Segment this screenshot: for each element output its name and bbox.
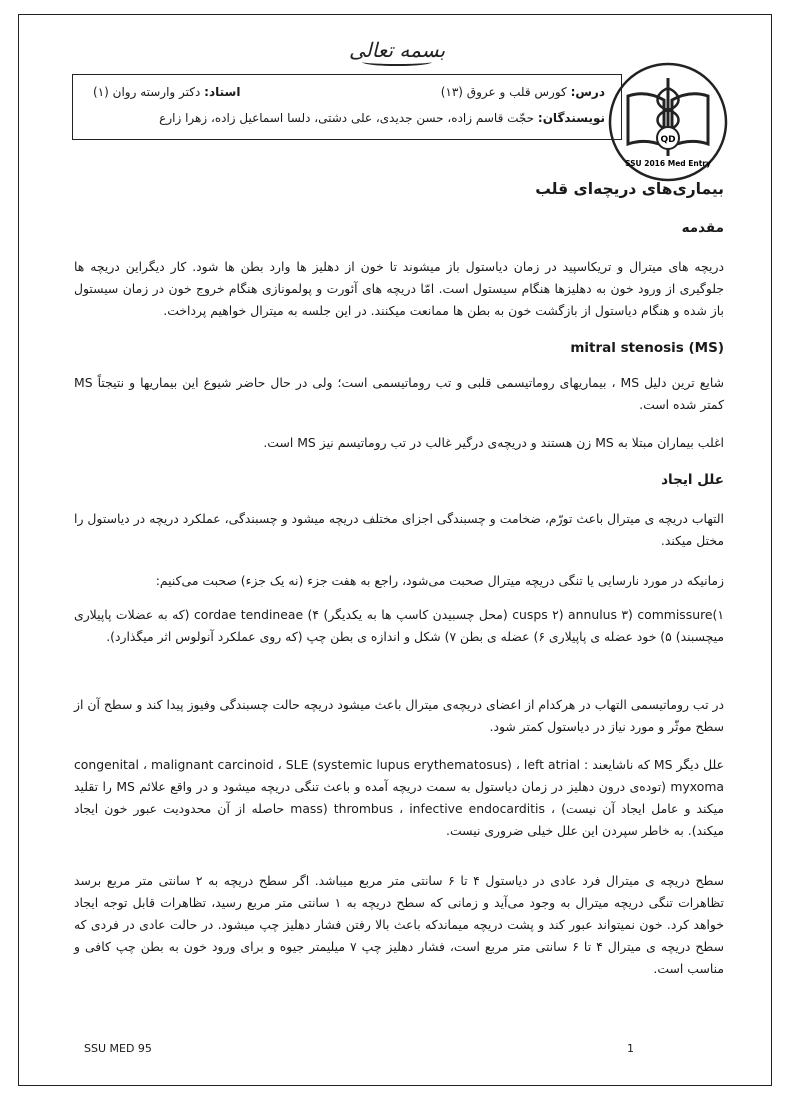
causes-text-5: علل دیگر MS که ناشایعند : congenital ، malignant carcinoid ، SLE (systemic lupus erythematosus) ، left atrial myxoma (توده‌ی درون دهلیز در زمان دیاستول به سمت دریچه آمده و باعث تنگی دریچه میشود و در واقع علائم MS را تقلید میکند و عامل ایجاد آن نیست) ، thrombus ، infective endocarditis (mass حاصله از آن محدودیت عبور خون ایجاد میکند). به خاطر سپردن این علل خیلی ضروری نیست. [74, 757, 725, 838]
ms-paragraph-2 [74, 432, 724, 454]
teacher-value: دکتر وارسته روان (۱) [93, 85, 201, 99]
ms-heading-text: mitral stenosis (MS) [570, 340, 724, 356]
bismillah-text: بسمه تعالی [348, 38, 446, 62]
ms-text-2: اغلب بیماران مبتلا به MS زن هستند و دریچه‌ی درگیر غالب در تب روماتیسم نیز MS است. [263, 435, 724, 450]
course-label: درس: [570, 85, 605, 99]
ms-paragraph-1 [74, 372, 724, 416]
page-title: بیماری‌های دریچه‌ای قلب [535, 180, 724, 198]
page-number: 1 [627, 1042, 634, 1055]
causes-text-3: ۱)cusps ۲) annulus ۳) commissure (محل چسبیدن کاسپ ها به یکدیگر) ۴) cordae tendineae (که به عضلات پاپیلاری میچسبند) ۵) خود عضله ی پاپیلاری ۶) عضله ی بطن ۷) شکل و اندازه ی بطن چپ (که روی عملکرد آنولوس اثر میگذارد). [74, 607, 725, 644]
intro-text: دریچه های میترال و تریکاسپید در زمان دیاستول باز میشوند تا خون از دهلیز ها وارد بطن ها شود. کار دیگراین دریچه ها جلوگیری از ورود خون به دهلیزها هنگام سیستول است. امّا دریچه های آئورت و پولمونازی هنگام خروج خون در زمان سیستول باز شده و هنگام دیاستول از بازگشت خون به بطن ها ممانعت میکنند. در این جلسه به میترال خواهیم پرداخت. [74, 259, 724, 318]
valve-area-paragraph [74, 870, 724, 980]
course-info-box [72, 74, 622, 140]
causes-text-2: زمانیکه در مورد نارسایی یا تنگی دریچه میترال صحبت می‌شود، راجع به هفت جزء (نه یک جزء) صحبت می‌کنیم: [155, 573, 724, 588]
logo-caption: SSU 2016 Med Entry [625, 159, 711, 168]
causes-paragraph-2 [74, 570, 724, 592]
causes-paragraph-1 [74, 508, 724, 552]
valve-area-text: سطح دریچه ی میترال فرد عادی در دیاستول ۴ تا ۶ سانتی متر مربع میباشد. اگر سطح دریچه به ۲ سانتی متر مربع برسد تظاهرات تنگی دریچه میترال به وجود می‌آید و زمانی که سطح دریچه به ۱ سانتی متر مربع رسید، تظاهرات قابل توجه ایجاد خواهد کرد. خون نمیتواند عبور کند و پشت دریچه میماندکه باعث بالا رفتن فشار دهلیز چپ میشود. در حالت عادی در فردی که سطح دریچه ی میترال ۴ تا ۶ سانتی متر مربع است، فشار دهلیز چپ ۷ میلیمتر جیوه و برای ورود خون به بطن چپ کافی و مناسب است. [74, 873, 724, 976]
authors-label: نویسندگان: [537, 111, 605, 125]
ms-heading [570, 340, 724, 356]
teacher-row [93, 83, 240, 101]
authors-value: حجّت قاسم زاده، حسن جدیدی، علی دشتی، دلسا اسماعیل زاده، زهرا زارع [159, 111, 535, 125]
intro-paragraph [74, 256, 724, 322]
teacher-label: استاد: [204, 85, 241, 99]
course-value: کورس قلب و عروق (۱۳) [440, 85, 567, 99]
causes-heading: علل ایجاد [661, 472, 724, 488]
causes-text-1: التهاب دریچه ی میترال باعث تورّم، ضخامت و چسبندگی اجزای مختلف دریچه میشود و چسبندگی، عملکرد دریچه در دیاستول را مختل میکند. [74, 511, 724, 548]
causes-text-4: در تب روماتیسمی التهاب در هرکدام از اعضای دریچه‌ی میترال باعث میشود دریچه حالت چسبندگی وفیوز پیدا کند و سطح آن از سطح موثّر و مورد نیاز در دیاستول کمتر شود. [74, 697, 724, 734]
logo-monogram: QD [660, 135, 676, 145]
causes-paragraph-3 [74, 604, 724, 648]
causes-paragraph-5 [74, 754, 724, 842]
ms-text-1: شایع ترین دلیل MS ، بیماریهای روماتیسمی قلبی و تب روماتیسمی است؛ ولی در حال حاضر شیوع این بیماریها و نتیجتاً MS کمتر شده است. [74, 375, 724, 412]
causes-paragraph-4 [74, 694, 724, 738]
authors-row [89, 109, 605, 127]
caduceus-book-icon [606, 60, 730, 184]
intro-heading: مقدمه [681, 220, 724, 236]
footer-label: SSU MED 95 [84, 1042, 152, 1055]
